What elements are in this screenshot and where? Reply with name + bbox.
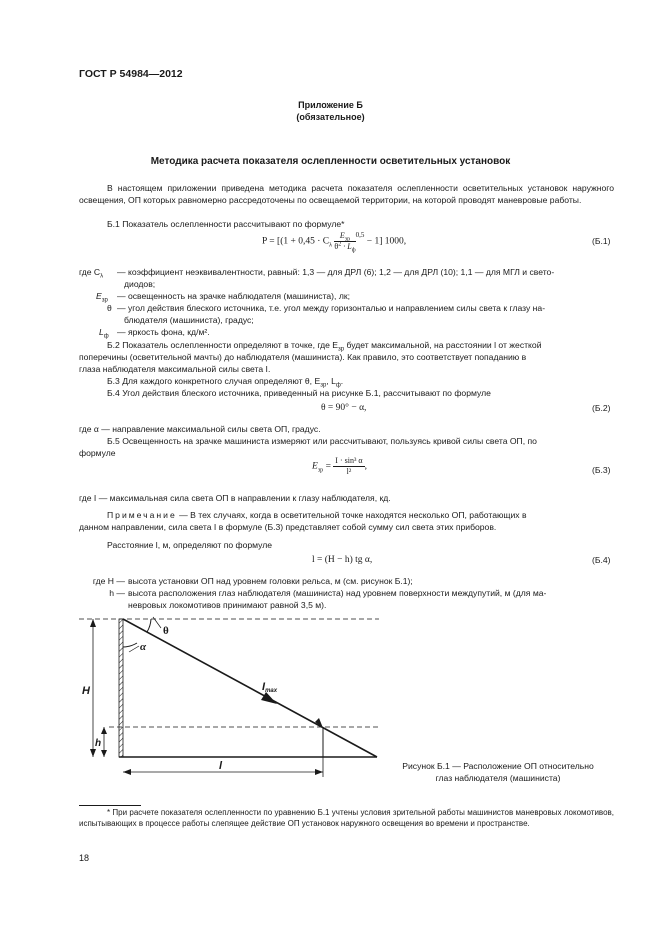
label-alpha: α (140, 641, 147, 653)
label-h: h (95, 738, 102, 749)
h-arrow-bottom (101, 750, 107, 757)
note-line1: Примечание — В тех случаях, когда в осветительной точке находятся несколько ОП, работающих в (107, 510, 527, 520)
formula-number-b2: (Б.2) (592, 403, 611, 413)
term-theta: θ (107, 303, 112, 313)
appendix-name: Приложение Б (298, 100, 363, 110)
formula-number-b3: (Б.3) (592, 465, 611, 475)
term-H-label: где H — (92, 576, 125, 586)
term-l-f: $L_ф$ (99, 327, 109, 340)
figure-caption (383, 760, 613, 784)
figure-caption-line1: Рисунок Б.1 — Расположение ОП относительно (402, 761, 594, 771)
formula-b3-fraction: $\frac{\text{I · sin³ α}}{\text{l²}}$ (335, 456, 363, 476)
b2-line3: глаза наблюдателя максимальной силы света I. (79, 364, 271, 374)
distance-text: Расстояние l, м, определяют по формуле (107, 540, 273, 550)
term-h-text: высота расположения глаз наблюдателя (машиниста) над уровнем поверхности междупутий, м (для ма- (128, 588, 547, 598)
l-arrow-left (123, 769, 131, 775)
intro-paragraph: В настоящем приложении приведена методика расчета показателя ослепленности осветительных установок наружного освещения, ОП которых равномерно рассредоточены по освещаемой территории, на которой проводят маневровые работы. (79, 183, 614, 205)
formula-b1-exponent: 0,5 (355, 230, 365, 239)
light-ray (123, 619, 377, 757)
formula-b1-left: P = [(1 + 0,45 · C (262, 236, 330, 247)
b5-text2: формуле (79, 448, 116, 458)
term-theta-text-cont: блюдателя (машиниста), градус; (124, 315, 254, 325)
formula-b1-right: − 1] 1000, (364, 236, 407, 247)
label-theta: θ (163, 625, 169, 637)
theta-arc (147, 619, 151, 632)
formula-b2: θ = 90° − α, (321, 403, 367, 413)
label-I-max: Imax (262, 681, 278, 694)
figure-b1-diagram (79, 612, 389, 782)
term-H-text: высота установки ОП над уровнем головки рельса, м (см. рисунок Б.1); (128, 576, 413, 586)
H-arrow-bottom (90, 749, 96, 757)
alpha-arc (123, 643, 137, 647)
formula-b1-fraction (334, 231, 355, 252)
formula-b1-denominator: $\theta^2 \cdot L_ф$ (334, 241, 356, 254)
term-theta-text: — угол действия блеского источника, т.е. угол между горизонталью и направлением силы света к глазу на- (117, 303, 546, 313)
b4-text: Б.4 Угол действия блеского источника, приведенный на рисунке Б.1, рассчитывают по формуле (107, 388, 491, 398)
term-c-lambda-text-cont: диодов; (124, 279, 156, 289)
pole (119, 619, 123, 757)
label-H: H (82, 685, 90, 697)
H-arrow-top (90, 619, 96, 627)
footnote: * При расчете показателя ослепленности по уравнению Б.1 учтены условия зрительной работы машинистов маневровых локомотивов, испытывающих в процессе работы слепящее действие ОП установок наружного освещения во времени и пространстве. (79, 808, 614, 828)
figure-caption-line2: глаз наблюдателя (машиниста) (435, 773, 561, 783)
observer-arrow (315, 718, 323, 728)
b3-text: Б.3 Для каждого конкретного случая определяют θ, $E_{зр}$, $L_ф$. (107, 376, 344, 389)
appendix-status: (обязательное) (296, 112, 365, 122)
b2-line2: поперечины (осветительной мачты) до наблюдателя (машиниста). Как правило, это соответствует попаданию в (79, 352, 527, 362)
formula-number-b1: (Б.1) (592, 236, 611, 246)
formula-b1-numerator: $E_{зр}$ (334, 231, 355, 242)
term-c-lambda-text: — коэффициент неэквивалентности, равный: 1,3 — для ДРЛ (6); 1,2 — для ДРЛ (10); 1,1 — для МГЛ и свето- (117, 267, 555, 277)
formula-b1 (262, 231, 406, 252)
term-h-text-cont: невровых локомотивов принимают равной 3,5 м). (128, 600, 327, 610)
alpha-leader (129, 646, 139, 652)
term-l-f-text: — яркость фона, кд/м². (117, 327, 210, 337)
term-c-lambda: где $C_\lambda$ (79, 267, 104, 280)
formula-number-b4: (Б.4) (592, 555, 611, 565)
section-title: Методика расчета показателя ослепленности осветительных установок (150, 156, 511, 167)
term-h-label: h — (109, 588, 125, 598)
b2-line1: Б.2 Показатель ослепленности определяют в точке, где $E_{зр}$ будет максимальной, на расстоянии l от жесткой (107, 340, 542, 353)
b5-text1: Б.5 Освещенность на зрачке машиниста измеряют или рассчитывают, пользуясь кривой силы света ОП, по (107, 436, 537, 446)
b5-term-i: где I — максимальная сила света ОП в направлении к глазу наблюдателя, кд. (79, 493, 391, 503)
l-arrow-right (315, 769, 323, 775)
formula-b4: l = (H − h) tg α, (312, 555, 373, 565)
b1-text: Б.1 Показатель ослепленности рассчитывают по формуле* (107, 219, 345, 229)
formula-b1-sub-c: λ (329, 242, 333, 249)
term-e-zr: $E_{зр}$ (96, 291, 108, 304)
page-number: 18 (79, 853, 90, 863)
formula-b3: $E_{зр}$ = $\frac{\text{I · sin³ α}}{\text{l²}}$ , (312, 456, 367, 476)
label-l: l (219, 760, 223, 772)
footnote-separator (79, 805, 141, 806)
note-line2: данном направлении, сила света I в формуле (Б.3) представляет собой сумму сил света этих приборов. (79, 522, 497, 532)
h-arrow-top (101, 727, 107, 734)
document-code: ГОСТ Р 54984—2012 (79, 68, 183, 80)
term-e-zr-text: — освещенность на зрачке наблюдателя (машиниста), лк; (117, 291, 350, 301)
b4-term-alpha: где α — направление максимальной силы света ОП, градус. (79, 424, 321, 434)
